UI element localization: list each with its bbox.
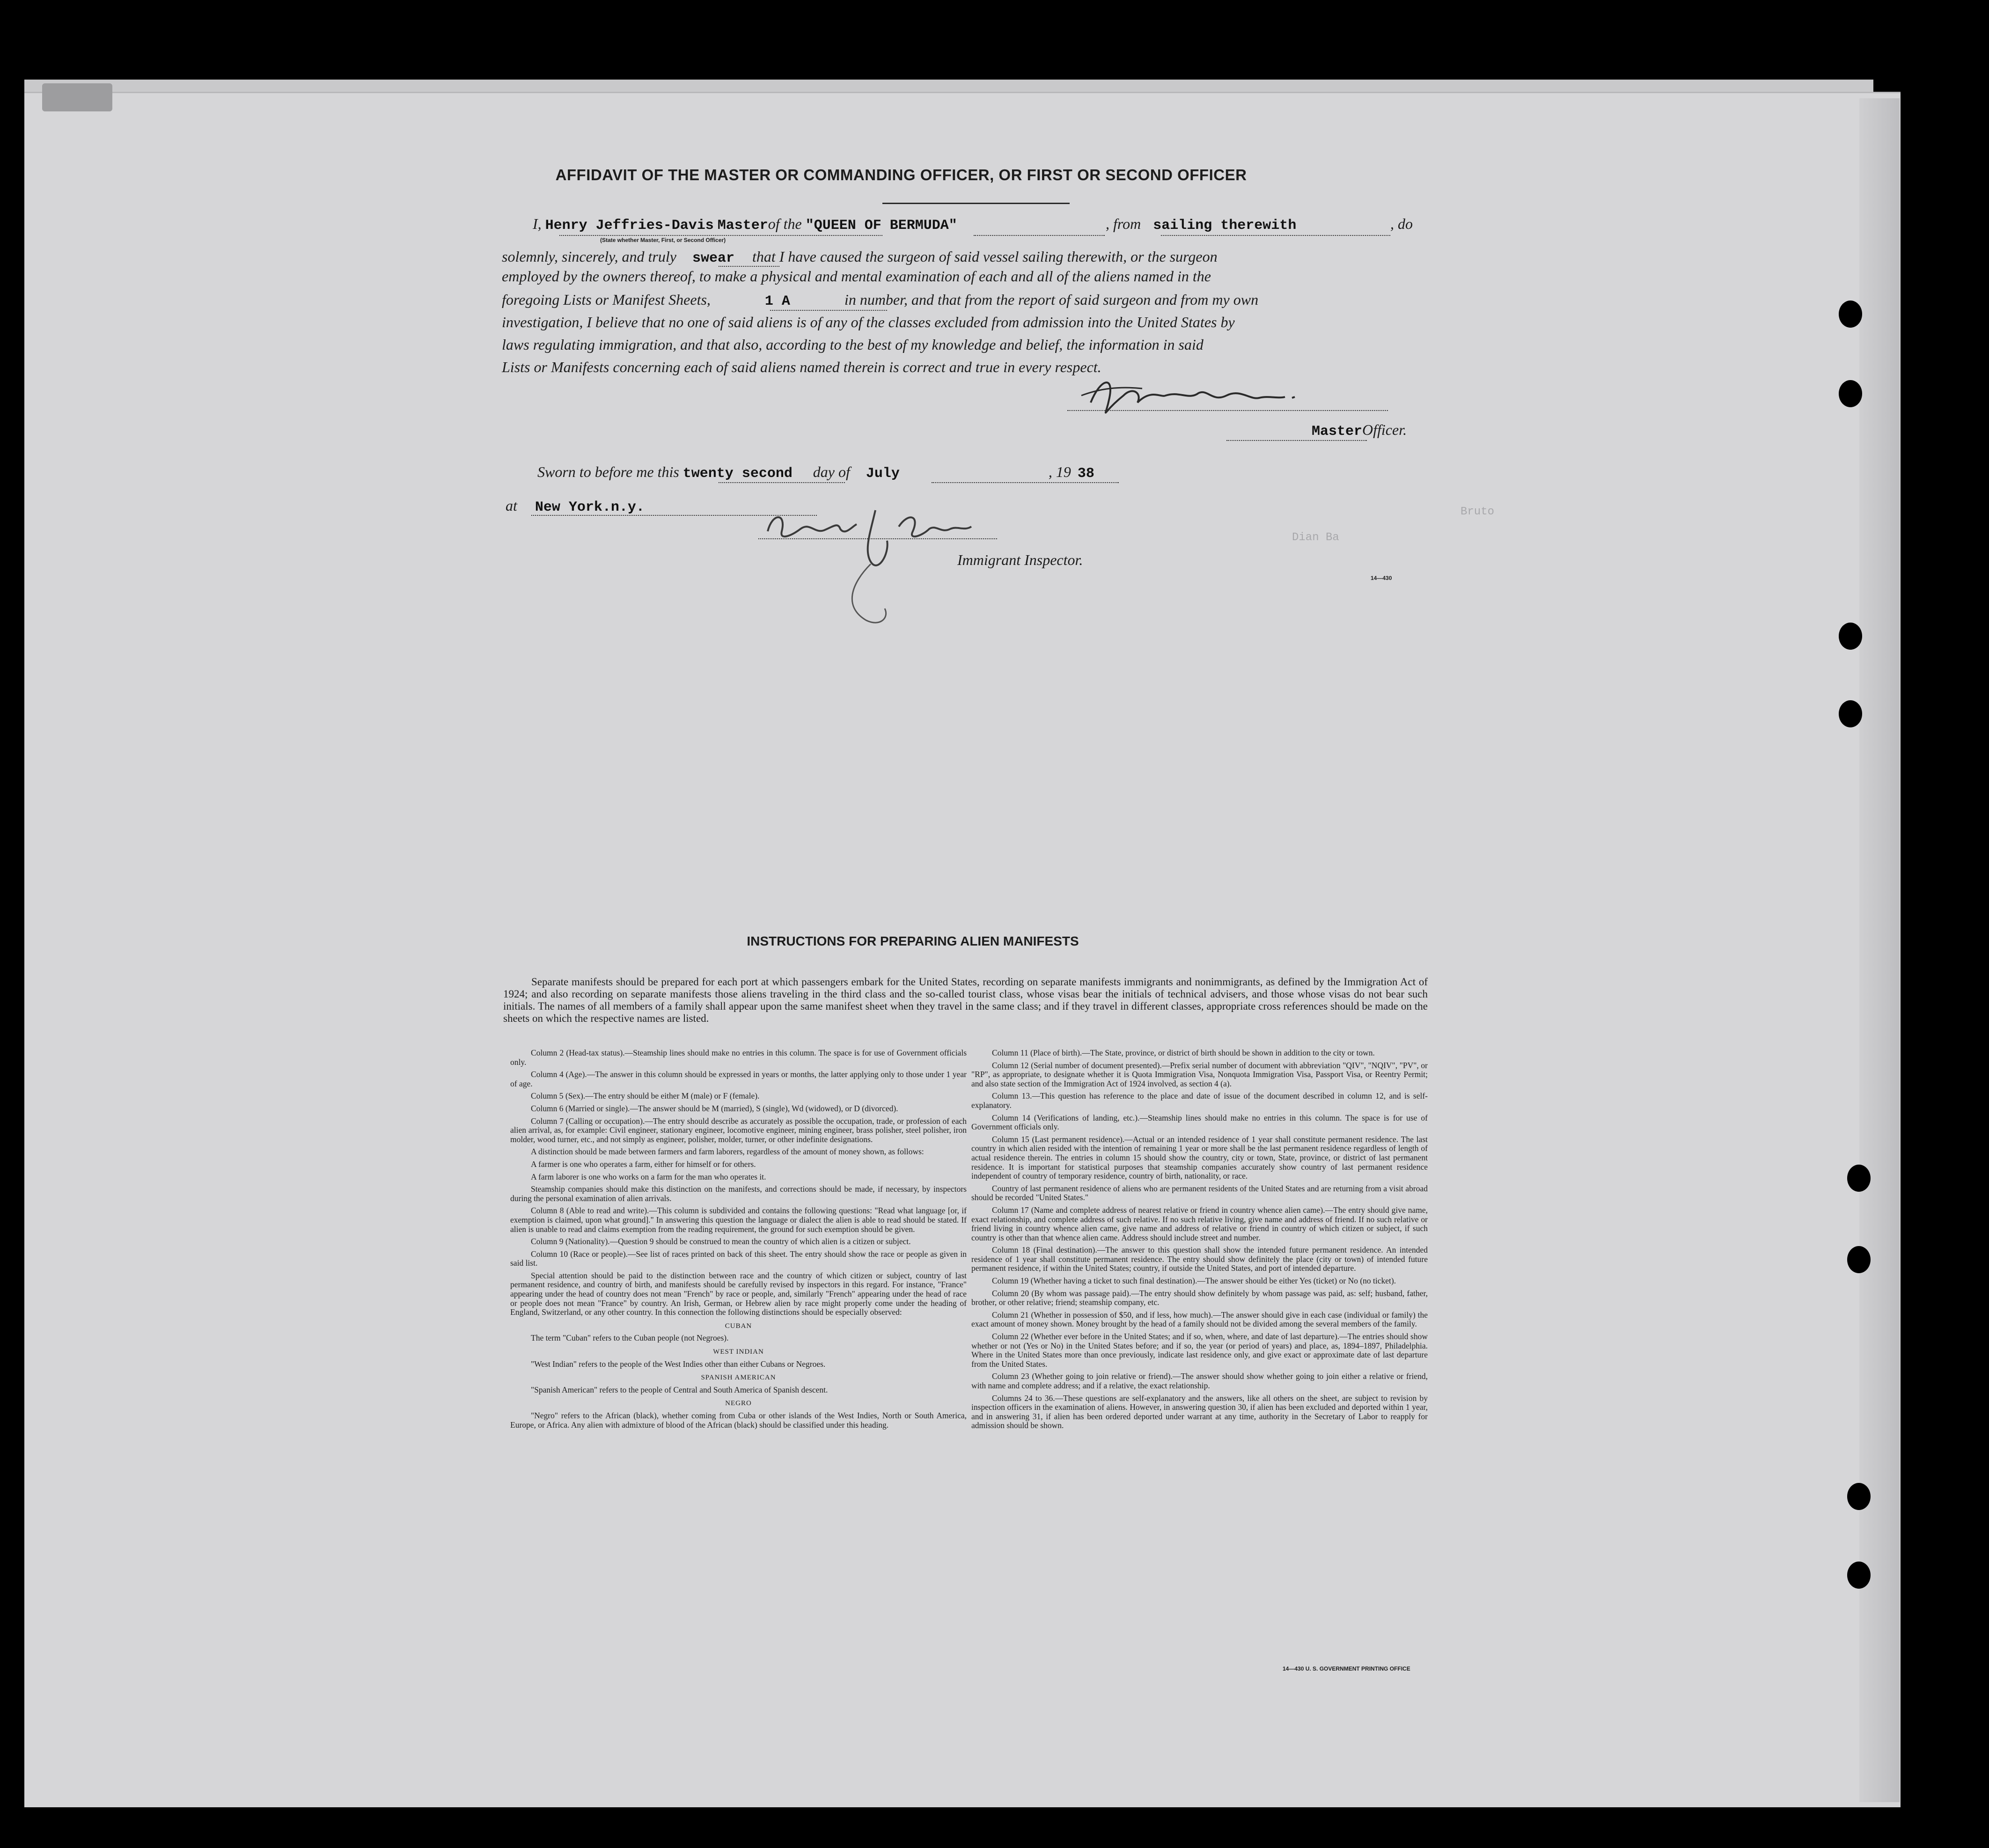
punch-hole (1839, 623, 1862, 650)
instruction-paragraph: A farm laborer is one who works on a farm for the man who operates it. (531, 1172, 766, 1181)
sheet-margin-strip (1859, 98, 1900, 1802)
instruction-paragraph: A farmer is one who operates a farm, either for himself or for others. (531, 1159, 756, 1169)
instruction-paragraph: Country of last permanent residence of aliens who are permanent residents of the United States and are returning from a visit abroad should be recorded "United States." (971, 1183, 1428, 1203)
bleed-through-text: Dian Ba (1292, 531, 1339, 544)
section-heading: SPANISH AMERICAN (701, 1374, 776, 1382)
instruction-paragraph: Columns 24 to 36.—These questions are self-explanatory and the answers, like all others on the sheet, are subject to revision by inspection officers in the examination of aliens. However, in answering question 30, if alien has been excluded and deported within 1 year, and in answering 31, if alien has been ordered deported under warrant at any time, authority in the Secretary of Labor to reapply for admission should be shown. (971, 1393, 1428, 1430)
instructions-title: INSTRUCTIONS FOR PREPARING ALIEN MANIFESTS (747, 934, 1079, 948)
instruction-paragraph: Column 21 (Whether in possession of $50, and if less, how much).—The answer should give in each case (individual or family) the exact amount of money shown. Money brought by the head of a family should not be divided among the several members of the family. (971, 1310, 1428, 1329)
affidavit-title: AFFIDAVIT OF THE MASTER OR COMMANDING OFFICER, OR FIRST OR SECOND OFFICER (555, 166, 1247, 183)
instructions-intro: Separate manifests should be prepared for each port at which passengers embark for the United States, recording on separate manifests immigrants and nonimmigrants, as defined by the Immigration Act of 1924; and also recording on separate manifests those aliens traveling in the third class and the so-called tourist class, whose visas bear the initials of technical advisers, and those whose visas do not bear such initials. The names of all members of a family shall appear upon the same manifest sheet when they travel in the same class; and if they travel in different classes, appropriate cross references should be made on the sheets on which the respective names are listed. (503, 976, 1428, 1024)
instruction-paragraph: Column 9 (Nationality).—Question 9 should be construed to mean the country of which alien is a citizen or subject. (531, 1237, 911, 1247)
sworn-day: twenty second (683, 466, 793, 482)
instruction-paragraph: Column 10 (Race or people).—See list of races printed on back of this sheet. The entry should show the race or people as given in said list. (510, 1249, 967, 1268)
instruction-paragraph: "West Indian" refers to the people of the West Indies other than either Cubans or Negroes. (531, 1359, 826, 1369)
punch-hole (1839, 380, 1862, 407)
instruction-paragraph: Column 11 (Place of birth).—The State, province, or district of birth should be shown in addition to the city or town. (992, 1048, 1375, 1057)
fill-line-oath (719, 266, 779, 267)
instruction-paragraph: Column 18 (Final destination).—The answer to this question shall show the intended future permanent residence. An intended residence of 1 year shall constitute permanent residence. The entry should show definitely the place (city or town) of intended future permanent residence, if within the United States; country, if outside the United States, and port of intended departure. (971, 1245, 1428, 1273)
place-line: at New York.n.y. (506, 497, 645, 515)
bleed-through-text: Bruto (1461, 506, 1495, 518)
punch-hole (1839, 700, 1862, 727)
affidavit-line-5: investigation, I believe that no one of said aliens is of any of the classes excluded from admission into the United States by (502, 314, 1235, 330)
fill-line-month (932, 482, 1119, 483)
inspector-label: Immigrant Inspector. (957, 551, 1083, 568)
affidavit-line-4: foregoing Lists or Manifest Sheets, 1 A in number, and that from the report of said surgeon and from my own (502, 291, 1259, 309)
affidavit-line-7: Lists or Manifests concerning each of said aliens named therein is correct and true in every respect. (502, 359, 1101, 375)
punch-hole (1839, 301, 1862, 328)
signature-line (1067, 410, 1388, 411)
departure-port: sailing therewith (1153, 218, 1297, 234)
sworn-line: Sworn to before me this twenty second day of July , 19 38 (537, 463, 1094, 482)
section-heading: NEGRO (725, 1400, 752, 1408)
instruction-paragraph: Column 19 (Whether having a ticket to such final destination).—The answer should be either Yes (ticket) or No (no ticket). (992, 1276, 1396, 1286)
do-label: , do (1390, 215, 1413, 232)
fill-line-day (719, 482, 845, 483)
instruction-paragraph: Special attention should be paid to the distinction between race and the country of which citizen or subject, country of last permanent residence, and country of birth, and manifests should be carefully revised by inspectors in this regard. For instance, "France" appearing under the head of country does not mean "French" by race or people, and, similarly "French" appearing under the head of race or people does not mean "France" by country. An Irish, German, or Hebrew alien by race might properly come under the heading of England, Switzerland, or any other country. In this connection the following distinctions should be especially observed: (510, 1270, 967, 1317)
section-heading: CUBAN (725, 1322, 752, 1330)
instruction-paragraph: Column 23 (Whether going to join relative or friend).—The answer should show whether going to join either a relative or friend, with name and complete address; and if a relative, the exact relationship. (971, 1371, 1428, 1390)
instruction-paragraph: Column 7 (Calling or occupation).—The entry should describe as accurately as possible the occupation, trade, or profession of each alien arrival, as, for example: Civil engineer, stationary engineer, locomotive engineer, mining engineer, brass polisher, steel polisher, iron molder, wood turner, etc., and not simply as engineer, polisher, molder, turner, or other indefinite designations. (510, 1116, 967, 1144)
printing-office-note: 14—430 U. S. GOVERNMENT PRINTING OFFICE (1283, 1665, 1410, 1672)
sworn-place: New York.n.y. (535, 499, 645, 515)
instruction-paragraph: Column 4 (Age).—The answer in this column should be expressed in years or months, the latter applying only to those under 1 year of age. (510, 1070, 967, 1088)
punch-hole (1847, 1483, 1871, 1510)
fill-line-ship (974, 235, 1105, 236)
fill-line-from (1161, 235, 1390, 236)
officer-signature (1072, 370, 1334, 421)
master-name: Henry Jeffries-Davis (545, 218, 714, 234)
form-number: 14—430 (1371, 575, 1392, 581)
instruction-paragraph: Column 2 (Head-tax status).—Steamship lines should make no entries in this column. The space is for use of Government officials only. (510, 1048, 967, 1067)
rank-hint: (State whether Master, First, or Second Officer) (600, 237, 726, 243)
ship-name: "QUEEN OF BERMUDA" (805, 218, 957, 234)
affidavit-line-1: I, Henry Jeffries-Davis Masterof the "QUEEN OF BERMUDA" (533, 215, 957, 234)
fill-line-rank (1226, 440, 1367, 441)
instruction-paragraph: Column 22 (Whether ever before in the United States; and if so, when, where, and date of last departure).—The entries should show whether or not (Yes or No) in the United States before; and if so, the year (or period of years) and place, as, 1894–1897, Philadelphia. Where in the United States more than once previously, indicate last residence only, and give exact or approximate date of last departure from the United States. (971, 1332, 1428, 1369)
from-field: , from sailing therewith (1106, 215, 1297, 234)
sworn-year: 38 (1077, 466, 1094, 482)
title-divider (882, 203, 1070, 204)
inspector-signature-line (758, 538, 997, 539)
binding-tab (42, 83, 112, 111)
instruction-paragraph: Steamship companies should make this distinction on the manifests, and corrections should be made, if necessary, by inspectors during the personal examination of alien arrivals. (510, 1184, 967, 1203)
instruction-paragraph: A distinction should be made between farmers and farm laborers, regardless of the amount of money shown, as follows: (531, 1147, 924, 1157)
section-heading: WEST INDIAN (713, 1348, 764, 1356)
instructions-right-column (971, 1049, 1428, 1434)
instruction-paragraph: "Spanish American" refers to the people of Central and South America of Spanish descent. (531, 1385, 828, 1394)
instruction-paragraph: Column 12 (Serial number of document presented).—Prefix serial number of document with abbreviation "QIV", "NQIV", "PV", or "RP", as appropriate, to designate whether it is Quota Immigration Visa, Nonquota Immigration Visa, Passport Visa, or Reentry Permit; and also state section of the Immigration Act of 1924 involved, as section 4 (a). (971, 1060, 1428, 1088)
fill-line-sheets (770, 310, 887, 311)
affidavit-line-6: laws regulating immigration, and that also, according to the best of my knowledge and belief, the information in said (502, 336, 1204, 353)
instruction-paragraph: "Negro" refers to the African (black), whether coming from Cuba or other islands of the West Indies, North or South America, Europe, or Africa. Any alien with admixture of blood of the African (black) should be classified under this heading. (510, 1411, 967, 1430)
oath-word: swear (692, 250, 734, 266)
punch-hole (1847, 1246, 1871, 1273)
instruction-paragraph: The term "Cuban" refers to the Cuban people (not Negroes). (531, 1333, 729, 1343)
instruction-paragraph: Column 13.—This question has reference to the place and date of issue of the document described in column 12, and is self-explanatory. (971, 1091, 1428, 1110)
instruction-paragraph: Column 5 (Sex).—The entry should be either M (male) or F (female). (531, 1091, 760, 1101)
punch-hole (1847, 1562, 1871, 1589)
sworn-month: July (866, 466, 900, 482)
instructions-left-column (510, 1049, 967, 1433)
fill-line-name (559, 235, 882, 236)
punch-hole (1847, 1165, 1871, 1192)
affidavit-line-3: employed by the owners thereof, to make a physical and mental examination of each and all of the aliens named in the (502, 268, 1211, 285)
instruction-paragraph: Column 6 (Married or single).—The answer should be M (married), S (single), Wd (widowed), or D (divorced). (531, 1103, 898, 1113)
officer-title-line: MasterOfficer. (1226, 421, 1407, 440)
signing-rank: Master (1311, 424, 1362, 440)
instruction-paragraph: Column 14 (Verifications of landing, etc.).—Steamship lines should make no entries in this column. The space is for use of Government officials only. (971, 1113, 1428, 1132)
affidavit-line-2: solemnly, sincerely, and truly swear that I have caused the surgeon of said vessel sailing therewith, or the surgeon (502, 248, 1218, 266)
instruction-paragraph: Column 17 (Name and complete address of nearest relative or friend in country whence alien came).—The entry should give name, exact relationship, and complete address of such relative. If no such relative living, give name and address of friend. If no such relative or friend living in country whence alien came, give name and address of relative or friend in country of which citizen or subject, if such country is other than that whence alien came. Address should include street and number. (971, 1205, 1428, 1242)
instruction-paragraph: Column 15 (Last permanent residence).—Actual or an intended residence of 1 year shall constitute permanent residence. The last country in which alien resided with the intention of remaining 1 year or more shall be the last permanent residence regardless of length of actual residence therein. The entries in column 15 should show the country, city or town, State, province, or district of last permanent residence. It is important for statistical purposes that steamship companies accurately show country of last permanent residence independent of country of temporary residence, country of birth, nationality, or race. (971, 1134, 1428, 1181)
sheet-count: 1 A (764, 293, 790, 309)
instruction-paragraph: Column 20 (By whom was passage paid).—The entry should show definitely by whom passage was paid, as: self; husband, father, brother, or other relative; friend; steamship company, etc. (971, 1288, 1428, 1307)
officer-rank: Master (717, 218, 768, 234)
instruction-paragraph: Column 8 (Able to read and write).—This column is subdivided and contains the following questions: "Read what language [or, if exemption is claimed, upon what ground]." In answering this question the language or dialect the alien is able to read should be stated. If alien is unable to read and claims exemption from the reading requirement, the ground for such exemption should be given. (510, 1206, 967, 1234)
